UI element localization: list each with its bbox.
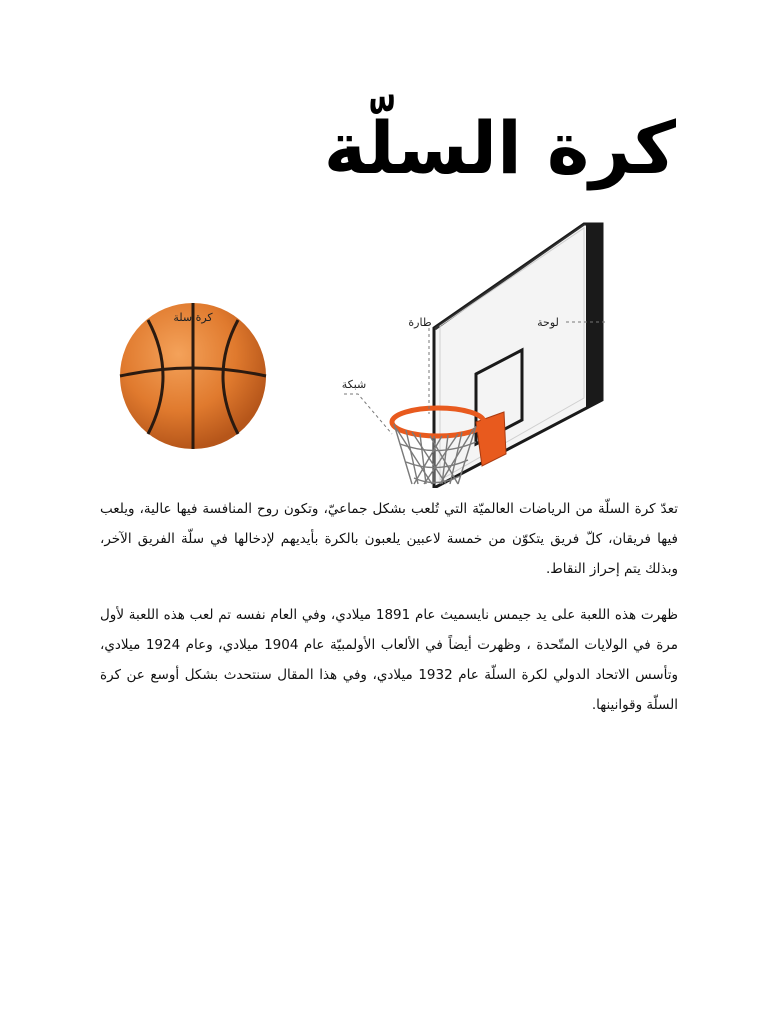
rim-label: طارة bbox=[408, 316, 432, 329]
board-label: لوحة bbox=[537, 316, 559, 329]
history-paragraph: ظهرت هذه اللعبة على يد جيمس نايسميث عام 1891 ميلادي، وفي العام نفسه تم لعب هذه اللعبة لأول مرة في الولايات المتّحدة ، وظهرت أيضاً في الألعاب الأولمبيّة عام 1904 ميلادي، وعام 1924 ميلادي، وتأسس الاتحاد الدولي لكرة السلّة عام 1932 ميلادي، وفي هذا المقال سنتحدث بشكل أوسع عن كرة السلّة وقوانينها. bbox=[100, 607, 678, 713]
intro-paragraph: تعدّ كرة السلّة من الرياضات العالميّة التي تُلعب بشكل جماعيّ، وتكون روح المنافسة فيها عالية، ويلعب فيها فريقان، كلّ فريق يتكوّن من خمسة لاعبين يلعبون بالكرة بأيديهم لإدخالها في سلّة الفريق الآخر، وبذلك يتم إحراز النقاط. bbox=[100, 501, 678, 577]
basketball-figure bbox=[96, 222, 608, 488]
basketball-ball bbox=[120, 303, 266, 449]
backboard bbox=[434, 224, 602, 488]
basketball-illustration bbox=[96, 222, 608, 488]
page-title: كرة السلّة bbox=[323, 106, 676, 190]
ball-label: كرة سلة bbox=[173, 311, 213, 324]
net-label: شبكة bbox=[341, 378, 367, 391]
